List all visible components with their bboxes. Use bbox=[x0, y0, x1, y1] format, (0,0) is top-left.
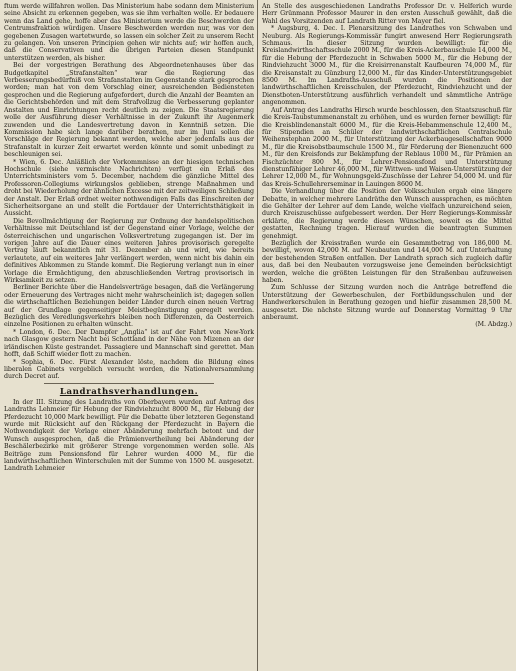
article-paragraph: Berliner Berichte über die Handelsverträge besagen, daß die Verlängerung oder Erneuerung des Vertrages nicht mehr wahrscheinlich ist; dagegen sollen die wirthschaftlichen Beziehungen beider Länder durch einen neuen Vertrag auf der Grundlage gegenseitiger Meistbegünstigung geregelt werden. Bezüglich des Veredlungsverkehrs bleiben noch Differenzen, da Oesterreich einzelne Positionen zu erhalten wünscht. bbox=[4, 284, 254, 329]
column-rule bbox=[257, 0, 258, 671]
left-column bbox=[4, 3, 254, 668]
article-signature: (M. Abdzg.) bbox=[475, 321, 512, 329]
article-paragraph: Die Bevollmächtigung der Regierung zur Ordnung der handelspolitischen Verhältnisse mit Deutschland ist der Gegenstand einer Vorlage, welche der österreichischen und ungarischen Volksvertretung zugegangen ist. Der im vorigen Jahre auf die Dauer eines weiteren Jahres provisorisch geregelte Vertrag läuft bekanntlich mit 31. Dezember ab und wird, wie bereits verlautete, auf ein weiteres Jahr verlängert werden, wenn nicht bis dahin ein definitives Abkommen zu Stande kommt. Die Regierung verlangt nun in einer Vorlage die Ermächtigung, den abzuschließenden Vertrag provisorisch in Wirksamkeit zu setzen. bbox=[4, 217, 254, 285]
article-paragraph: ftum werde willfahren wollen. Das Ministerium habe sodann dem Ministerium seine Absicht zu erkennen gegeben, was sie ihm verhalten wolle. Er bedauere wenn das Land gehe, hoffe aber das Ministerium werde die Beschwerden der Centrumsfraktion würdigen. Unsere Beschwerden werden nur, was vor den gegebenen Zusagen wartetwurde, so lassen ein solcher Zeit zu unserem Recht zu gelangen. Von unseren Principien gehen wir nichts auf; wir hoffen auch, daß die Conservativen und die übrigen Parteien diesen Standpunkt unterstützen werden, als bisher. bbox=[4, 3, 254, 62]
article-paragraph: In der III. Sitzung des Landraths von Oberbayern wurden auf Antrag des Landraths Lehmeier für Hebung der Rindviehzucht 8000 M., für Hebung der Pferdezucht 10,000 Mark bewilligt. Für die Debatte über letzteren Gegenstand wurde mit Rücksicht auf den Rückgang der Pferdezucht in Bayern die Nothwendigkeit der Vorlage einer Abänderung mehrfach betont und der Wunsch ausgesprochen, daß die Prämienvertheilung bei Abänderung der Beschälerbezirke mit größerer Strenge vorgenommen werden solle. Als Beiträge zum Pensionsfond für Lehrer wurden 4000 M., für die landwirthschaftlichen Winterschulen mit der Summe von 1500 M. ausgesetzt. Landrath Lehmeier bbox=[4, 398, 254, 473]
article-paragraph: Bei der vorgestrigen Berathung des Abgeordnetenhauses über das Budgetkapitel „Strafanstalten“ war die Regierung das Verbesserungsbedürfniß von Strafanstalten im Gegenstande stark gesprochen worden; man hat von dem Vorschlag einer, ausreichenden Bediensteten gesprochen und die Regierung aufgefordert, durch die Anzahl der Beamten an die Gerichtsbehörden und mit dem Strafvollzug die Verbesserung geplanter Anstalten und Einrichtungen recht deutlich zu zeigen. Die Staatsregierung wolle der Ausführung dieser Verhältnisse in der Zukunft ihr Augenmerk zuwenden und die Landesvertretung davon in Kenntniß setzen. Die Kommission habe sich lange darüber berathen, nur im Juni sollen die Vorschläge der Regierung bekannt werden, welche aber jedenfalls aus der Strafanstalt in kurzer Zeit erwartet werden könnte und somit unbedingt zu beschleunigen sei. bbox=[4, 62, 254, 159]
article-paragraph: * Sophia, 6. Dec. Fürst Alexander löste, nachdem die Bildung eines liberalen Cabinets vergeblich versucht worden, die Nationalversammlung durch Decret auf. bbox=[4, 358, 254, 381]
article-paragraph: * London, 6. Dec. Der Dampfer „Anglia“ ist auf der Fahrt von New-York nach Glasgow gestern Nacht bei Schottland in der Nähe von Mizenen an der irländischen Küste gestrandet. Passagiere und Mannschaft sind gerettet. Man hofft, daß Schiff wieder flott zu machen. bbox=[4, 328, 254, 359]
article-paragraph: Die Verhandlung über die Position der Volksschulen ergab eine längere Debatte, in welcher mehrere Landräthe den Wunsch aussprachen, es möchten die Gehälter der Lehrer auf dem Lande, welche vielfach unzureichend seien, durch Kreiszuschüsse aufgebessert werden. Der Herr Regierungs-Kommissär erklärte, die Regierung werde diesen Wünschen, soweit es die Mittel gestatten, Rechnung tragen. Hierauf wurden die beantragten Summen genehmigt. bbox=[262, 188, 512, 240]
article-paragraph: An Stelle des ausgeschiedenen Landraths Professor Dr. v. Helferich wurde Herr Grünmann Professor Maurer in den ersten Ausschuß gewählt, daß die Wahl des Vorsitzenden auf Landrath Ritter von Mayer fiel. bbox=[262, 3, 512, 25]
article-paragraph: * Wien, 6. Dec. Anläßlich der Vorkommnisse an der hiesigen technischen Hochschule (siehe vermischte Nachrichten) verfügt ein Erlaß des Unterrichtsministers vom 5. December, nachdem die gänzliche Mittel des Professoren-Collegiums wirkungslos geblieben, strenge Maßnahmen und droht bei Wiederholung der ähnlichen Excesse mit der zeitweiligen Schließung der Anstalt. Der Erlaß ordnet weiter nothwendigen Falls das Einschreiten der Sicherheitsorgane an und stellt die Fortdauer der Unterrichtsthätigkeit in Aussicht. bbox=[4, 158, 254, 218]
right-column bbox=[262, 3, 512, 668]
article-paragraph: Auf Antrag des Landraths Hirsch wurde beschlossen, den Staatszuschuß für die Kreis-Taubstummenanstalt zu erhöhen, und es wurden ferner bewilligt: für die Kreisblindenanstalt 6000 M., für die Kreis-Hebammenschule 12,400 M., für Stipendien an Schüler der landwirthschaftlichen Centralschule Weihenstephan 2000 M., für Unterstützung der Ackerbaugesellschaften 9000 M., für die Kreisobstbaumschule 1500 M., für Förderung der Bienenzucht 600 M., für den Kreisfonds zur Bekämpfung der Reblaus 1000 M., für Prämien an Fischzüchter 800 M., für Lehrer-Pensionsfond und Unterstützung dienstunfähiger Lehrer 46,000 M., für Wittwen- und Waisen-Unterstützung der Lehrer 12,000 M., für Wohnungsgeld-Zuschüsse der Lehrer 54,000 M. und für das Kreis-Schullehrerseminar in Lauingen 8600 M. bbox=[262, 106, 512, 188]
article-paragraph: Bezüglich der Kreisstraßen wurde ein Gesammtbetrag von 186,000 M. bewilligt, wovon 42,000 M. auf Neubauten und 144,000 M. auf Unterhaltung der bestehenden Straßen entfallen. Der Landrath sprach sich zugleich dafür aus, daß bei den Neubauten vorzugsweise jene Gemeinden berücksichtigt werden, welche die größten Leistungen für den Straßenbau aufzuweisen haben. bbox=[262, 240, 512, 285]
section-divider bbox=[44, 383, 214, 384]
section-headline: Landrathsverhandlungen. bbox=[59, 386, 199, 397]
article-paragraph: Zum Schlusse der Sitzung wurden noch die Anträge betreffend die Unterstützung der Gewerbeschulen, der Fortbildungsschulen und der Handwerkerschulen in Berathung gezogen und hiefür zusammen 28,500 M. ausgesetzt. Die nächste Sitzung wurde auf Donnerstag Vormittag 9 Uhr anberaumt. bbox=[262, 284, 512, 322]
article-paragraph: * Augsburg, 4. Dec. I. Plenarsitzung des Landrathes von Schwaben und Neuburg. Als Regierungs-Kommissär fungirt anwesend Herr Regierungsrath Schmaus. In dieser Sitzung wurden bewilligt: für die Kreislandwirthschaftsschule 2000 M., für die Kreis-Ackerbauschule 14,000 M., für die Hebung der Pferdezucht in Schwaben 5000 M., für die Hebung der Rindviehzucht 3000 M., für die Kreisirrenanstalt Kaufbeuren 74,000 M., für die Kreisanstalt zu Günzburg 12,000 M., für das Kinder-Unterstützungsgebiet 8500 M. Im Landraths-Ausschuß wurden die Positionen der landwirthschaftlichen Kreisschulen, der Pferdezucht, Rindviehzucht und der Dienstboten-Unterstützung ausführlich verhandelt und sämmtliche Anträge angenommen. bbox=[262, 25, 512, 107]
